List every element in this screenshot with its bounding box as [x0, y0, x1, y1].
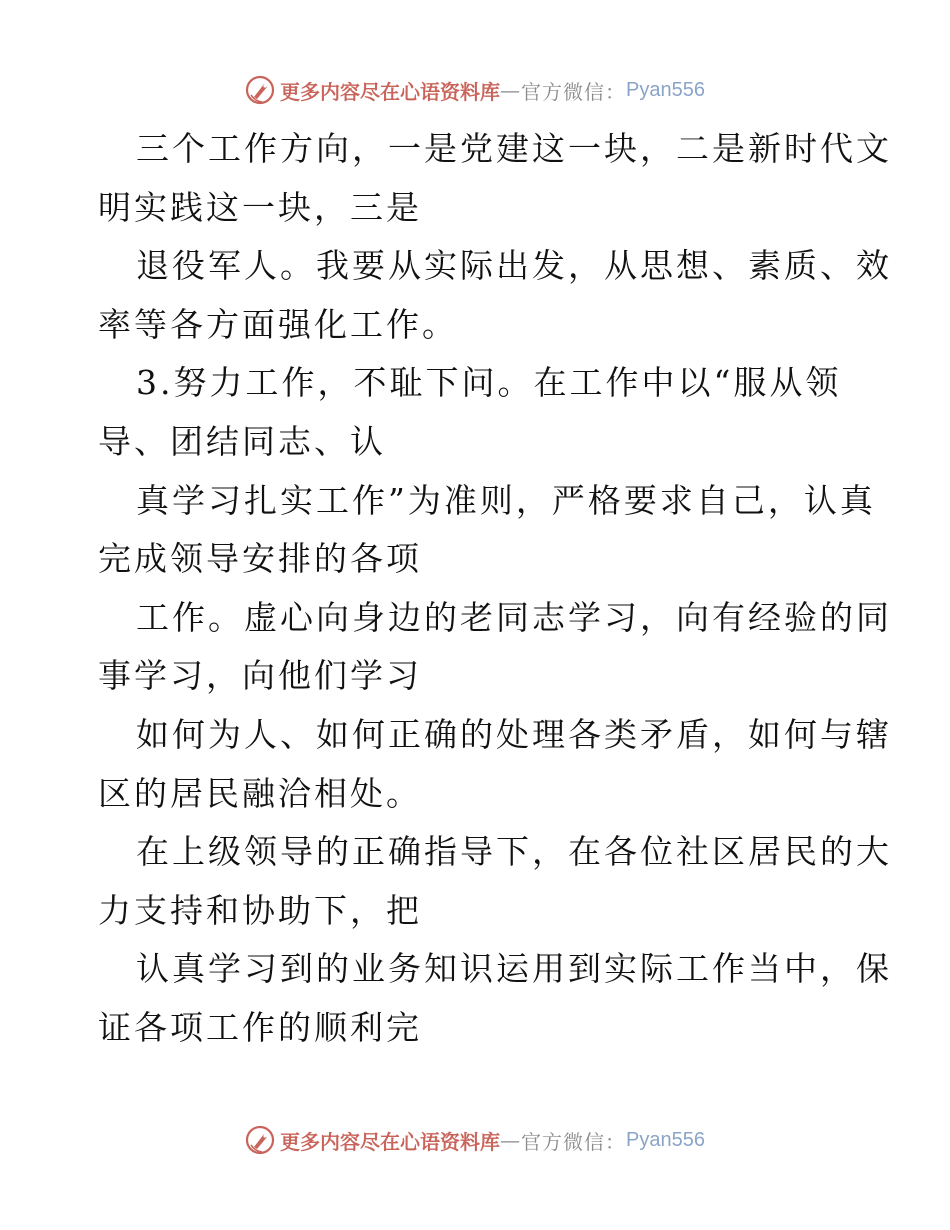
body-line: 导、团结同志、认 [98, 421, 386, 461]
header-banner [0, 72, 950, 108]
footer-banner [0, 1122, 950, 1158]
body-text [98, 120, 892, 1058]
body-line: 完成领导安排的各项 [98, 539, 422, 579]
body-line: 力支持和协助下，把 [98, 890, 422, 930]
body-line: 率等各方面强化工作。 [98, 304, 458, 344]
banner-wechat-label: 官方微信： [521, 1129, 627, 1154]
body-line: 工作。虚心向身边的老同志学习，向有经验的同 [136, 597, 892, 637]
body-line: 三个工作方向，一是党建这一块，二是新时代文 [136, 129, 892, 168]
body-line: 退役军人。我要从实际出发，从思想、素质、效 [136, 246, 892, 286]
body-line: 真学习扎实工作”为准则，严格要求自己，认真 [136, 480, 876, 520]
banner-dash: — [500, 1128, 522, 1152]
body-line: 如何为人、如何正确的处理各类矛盾，如何与辖 [136, 714, 892, 754]
banner-wechat-id: Pyan556 [626, 1128, 705, 1151]
body-line: 事学习，向他们学习 [98, 656, 422, 696]
banner-library-text: 更多内容尽在心语资料库 [280, 79, 501, 104]
body-line: 3.努力工作，不耻下问。在工作中以“服从领 [136, 363, 842, 403]
pen-nib-logo-icon [245, 75, 275, 105]
body-line: 区的居民融洽相处。 [98, 773, 422, 813]
body-line: 明实践这一块，三是 [98, 187, 422, 227]
body-line: 在上级领导的正确指导下，在各位社区居民的大 [136, 832, 892, 872]
banner-wechat-id: Pyan556 [626, 78, 705, 101]
pen-nib-logo-icon [245, 1125, 275, 1155]
banner-wechat-label: 官方微信： [521, 79, 627, 104]
body-line: 证各项工作的顺利完 [98, 1007, 422, 1047]
banner-library-text: 更多内容尽在心语资料库 [280, 1129, 501, 1154]
body-line: 认真学习到的业务知识运用到实际工作当中，保 [136, 949, 892, 989]
banner-dash: — [500, 78, 522, 102]
